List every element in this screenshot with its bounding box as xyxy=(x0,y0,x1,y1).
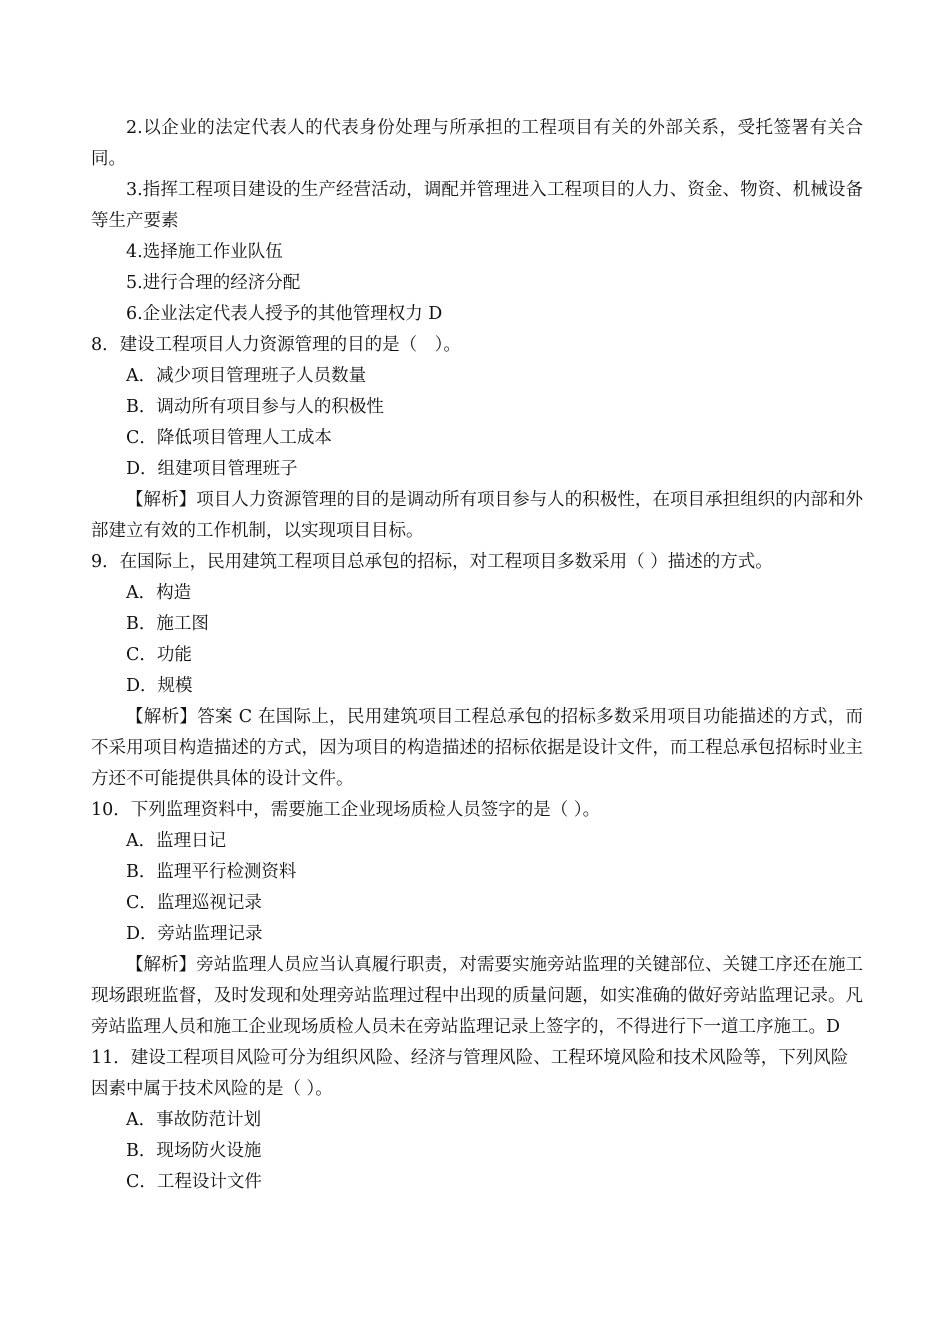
intro-item-6: 6.企业法定代表人授予的其他管理权力 D xyxy=(126,304,443,324)
intro-item-3: 3.指挥工程项目建设的生产经营活动，调配并管理进入工程项目的人力、资金、物资、机械设备等生产要素 xyxy=(91,180,863,231)
question-8-option-b: B．调动所有项目参与人的积极性 xyxy=(126,397,384,417)
question-8-stem: 8．建设工程项目人力资源管理的目的是（ ）。 xyxy=(91,335,461,355)
question-8-option-d: D．组建项目管理班子 xyxy=(126,459,298,479)
intro-item-5: 5.进行合理的经济分配 xyxy=(126,273,301,293)
question-9-option-d: D．规模 xyxy=(126,676,193,696)
question-10-option-d: D．旁站监理记录 xyxy=(126,924,263,944)
question-10-option-a: A．监理日记 xyxy=(126,831,227,851)
document-page xyxy=(91,113,863,1198)
question-10-option-b: B．监理平行检测资料 xyxy=(126,862,297,882)
question-9-option-c: C．功能 xyxy=(126,645,192,665)
question-10-stem: 10．下列监理资料中，需要施工企业现场质检人员签字的是（ ）。 xyxy=(91,800,601,820)
question-8-analysis: 【解析】项目人力资源管理的目的是调动所有项目参与人的积极性，在项目承担组织的内部和外部建立有效的工作机制，以实现项目目标。 xyxy=(91,490,863,541)
question-9-option-a: A．构造 xyxy=(126,583,192,603)
question-9-stem: 9．在国际上，民用建筑工程项目总承包的招标，对工程项目多数采用（ ）描述的方式。 xyxy=(91,552,773,572)
question-8-option-c: C．降低项目管理人工成本 xyxy=(126,428,332,448)
question-10-analysis: 【解析】旁站监理人员应当认真履行职责，对需要实施旁站监理的关键部位、关键工序还在施工现场跟班监督，及时发现和处理旁站监理过程中出现的质量问题，如实准确的做好旁站监理记录。凡旁站监理人员和施工企业现场质检人员未在旁站监理记录上签字的，不得进行下一道工序施工。D xyxy=(91,955,863,1037)
intro-item-4: 4.选择施工作业队伍 xyxy=(126,242,283,262)
question-11-option-a: A．事故防范计划 xyxy=(126,1110,262,1130)
question-11-stem: 11．建设工程项目风险可分为组织风险、经济与管理风险、工程环境风险和技术风险等，下列风险因素中属于技术风险的是（ ）。 xyxy=(91,1048,849,1099)
question-11-option-b: B．现场防火设施 xyxy=(126,1141,262,1161)
intro-item-2: 2.以企业的法定代表人的代表身份处理与所承担的工程项目有关的外部关系，受托签署有关合同。 xyxy=(91,118,863,169)
question-10-option-c: C．监理巡视记录 xyxy=(126,893,262,913)
question-9-option-b: B．施工图 xyxy=(126,614,209,634)
question-8-option-a: A．减少项目管理班子人员数量 xyxy=(126,366,367,386)
question-9-analysis: 【解析】答案 C 在国际上，民用建筑项目工程总承包的招标多数采用项目功能描述的方式，而不采用项目构造描述的方式，因为项目的构造描述的招标依据是设计文件，而工程总承包招标时业主方还不可能提供具体的设计文件。 xyxy=(91,707,863,789)
question-11-option-c: C．工程设计文件 xyxy=(126,1172,262,1192)
